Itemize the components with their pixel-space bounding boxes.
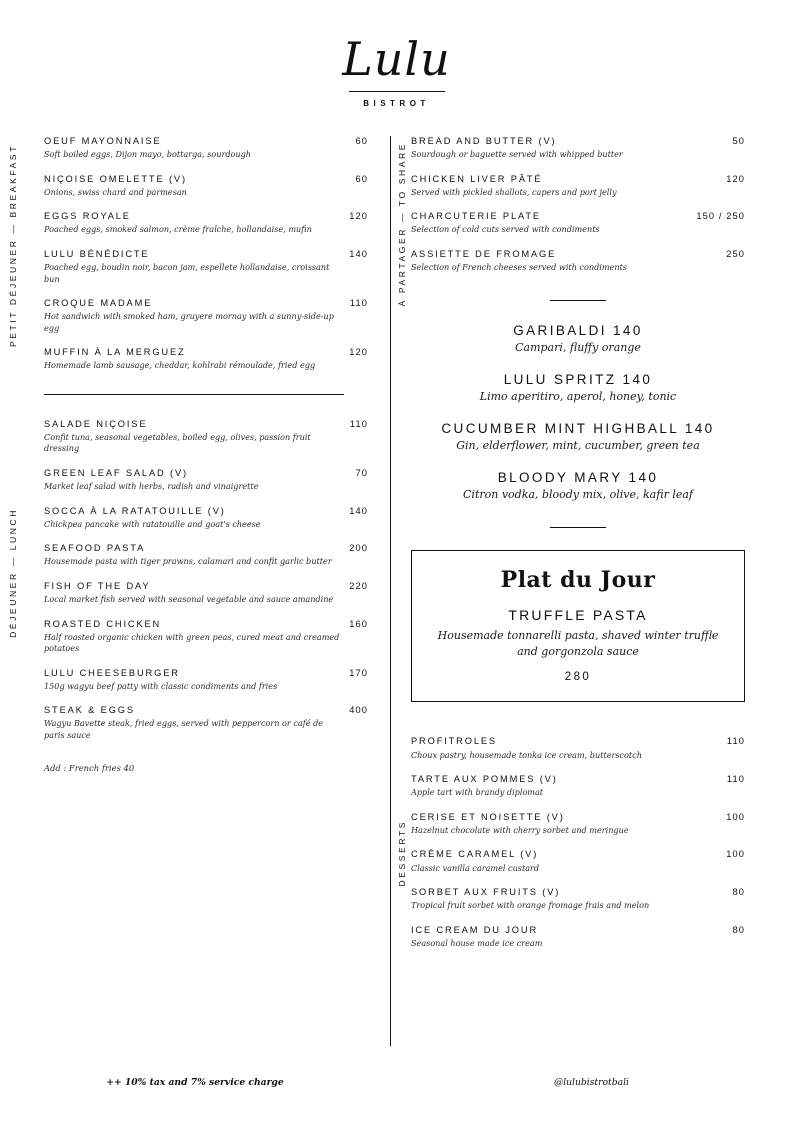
menu-item: [44, 136, 368, 161]
plat-du-jour-price: 280: [564, 671, 592, 684]
item-description: 150g wagyu beef patty with classic condiments and fries: [44, 680, 278, 691]
cocktail-name: BLOODY MARY 140: [497, 469, 659, 485]
item-description: Sourdough or baguette served with whipped butter: [411, 149, 623, 160]
menu-item: [411, 812, 745, 837]
item-name: BREAD AND BUTTER (V): [411, 136, 557, 146]
menu-item: [44, 298, 368, 334]
item-price: 170: [349, 667, 368, 678]
item-description: Wagyu Bavette steak, fried eggs, served with peppercorn or café de paris sauce: [44, 718, 324, 740]
item-description: Onions, swiss chard and parmesan: [44, 186, 187, 197]
item-name: SALADE NIÇOISE: [44, 418, 148, 429]
item-name: CERISE ET NOISETTE (V): [411, 811, 565, 822]
item-price: 100: [726, 811, 745, 822]
section-share: [411, 136, 745, 274]
menu-item: [411, 925, 745, 950]
menu-item: [44, 249, 368, 285]
section-divider: [44, 394, 344, 395]
item-name: SEAFOOD PASTA: [44, 543, 146, 554]
item-price: 80: [732, 924, 745, 935]
plat-du-jour-box: [411, 550, 745, 703]
item-price: 150 / 250: [696, 211, 745, 222]
section-label-desserts: DESSERTS: [397, 820, 407, 887]
item-price: 220: [349, 580, 368, 591]
section-cocktails: [411, 323, 745, 501]
menu-item: [44, 668, 368, 693]
cocktail-name: CUCUMBER MINT HIGHBALL 140: [441, 420, 715, 436]
item-description: Half roasted organic chicken with green peas, cured meat and creamed potatoes: [44, 631, 340, 654]
item-description: Chickpea pancake with ratatouille and goat's cheese: [44, 518, 261, 529]
item-description: Hazelnut chocolate with cherry sorbet and meringue: [411, 824, 629, 835]
item-price: 110: [726, 774, 745, 785]
menu-item: [44, 543, 368, 568]
item-name: ASSIETTE DE FROMAGE: [411, 248, 557, 259]
item-description: Hot sandwich with smoked ham, gruyere mornay with a sunny-side-up egg: [44, 311, 334, 333]
item-price: 120: [349, 211, 368, 222]
brand-divider: [349, 91, 445, 92]
item-name: CHARCUTERIE PLATE: [411, 211, 541, 222]
item-price: 50: [732, 136, 745, 146]
menu-item: [44, 347, 368, 372]
plat-du-jour-name: TRUFFLE PASTA: [508, 606, 648, 623]
item-price: 120: [349, 347, 368, 358]
item-description: Local market fish served with seasonal vegetable and sauce amandine: [44, 594, 334, 605]
cocktail-item: [411, 372, 745, 403]
item-price: 110: [349, 298, 368, 309]
item-name: LULU CHEESEBURGER: [44, 667, 180, 678]
item-name: LULU BÉNÉDICTE: [44, 248, 150, 259]
item-name: CROQUE MADAME: [44, 298, 153, 309]
item-name: SOCCA À LA RATATOUILLE (V): [44, 505, 226, 516]
right-column: [390, 136, 793, 1046]
item-name: MUFFIN À LA MERGUEZ: [44, 347, 186, 358]
item-name: GREEN LEAF SALAD (V): [44, 467, 188, 478]
brand-name: Lulu: [342, 32, 451, 86]
item-name: ROASTED CHICKEN: [44, 618, 162, 629]
item-price: 400: [349, 705, 368, 716]
menu-item: [411, 174, 745, 199]
cocktail-name: LULU SPRITZ 140: [503, 371, 653, 387]
item-description: Apple tart with brandy diplomat: [411, 787, 544, 798]
brand-subtitle: BISTROT: [363, 99, 430, 108]
item-price: 100: [726, 849, 745, 860]
item-price: 140: [349, 505, 368, 516]
menu-item: [411, 249, 745, 274]
item-name: PROFITROLES: [411, 736, 497, 747]
item-description: Confit tuna, seasonal vegetables, boiled egg, olives, passion fruit dressing: [44, 431, 311, 454]
cocktail-description: Limo aperitiro, aperol, honey, tonic: [479, 389, 677, 403]
item-description: Soft boiled eggs, Dijon mayo, bottarga, sourdough: [44, 149, 251, 160]
footer-social-handle: @lulubistrotbali: [554, 1077, 629, 1088]
menu-item: [411, 887, 745, 912]
cocktail-item: [411, 421, 745, 452]
cocktail-description: Citron vodka, bloody mix, olive, kafir leaf: [463, 487, 693, 501]
item-name: FISH OF THE DAY: [44, 580, 151, 591]
item-description: Classic vanilla caramel custard: [411, 862, 540, 873]
item-description: Seasonal house made ice cream: [411, 937, 543, 948]
item-description: Market leaf salad with herbs, radish and vinaigrette: [44, 481, 259, 492]
lunch-add-note: Add : French fries 40: [44, 763, 135, 774]
menu-columns: [0, 136, 793, 1046]
item-price: 110: [726, 736, 745, 747]
menu-item: [411, 774, 745, 799]
item-price: 80: [732, 887, 745, 897]
item-price: 110: [349, 418, 368, 429]
menu-item: [44, 211, 368, 236]
brand-header: [0, 0, 793, 108]
section-label-lunch: DÉJEUNER — LUNCH: [8, 508, 18, 638]
cocktail-description: Gin, elderflower, mint, cucumber, green tea: [456, 438, 700, 452]
page-footer: [0, 1077, 793, 1088]
item-name: NIÇOISE OMELETTE (V): [44, 173, 187, 184]
menu-item: [44, 581, 368, 606]
cocktail-description: Campari, fluffy orange: [515, 340, 641, 354]
cocktail-item: [411, 470, 745, 501]
section-desserts: [411, 736, 745, 949]
plat-du-jour-description: Housemade tonnarelli pasta, shaved winter truffle and gorgonzola sauce: [437, 628, 719, 658]
left-column: [0, 136, 390, 1046]
menu-item: [411, 211, 745, 236]
item-description: Selection of French cheeses served with condiments: [411, 262, 627, 273]
item-name: CHICKEN LIVER PÂTÉ: [411, 173, 543, 184]
item-name: OEUF MAYONNAISE: [44, 136, 162, 146]
item-name: ICE CREAM DU JOUR: [411, 924, 539, 935]
section-label-share: À PARTAGER — TO SHARE: [397, 142, 407, 307]
item-description: Choux pastry, housemade tonka ice cream, butterscotch: [411, 749, 642, 760]
item-price: 120: [726, 173, 745, 184]
item-price: 60: [355, 136, 368, 146]
menu-item: [44, 506, 368, 531]
item-name: SORBET AUX FRUITS (V): [411, 887, 561, 897]
item-price: 140: [349, 248, 368, 259]
section-lunch: [44, 419, 368, 774]
menu-item: [44, 705, 368, 741]
item-price: 160: [349, 618, 368, 629]
menu-item: [411, 849, 745, 874]
menu-item: [411, 736, 745, 761]
cocktails-divider-top: [550, 300, 606, 301]
item-name: STEAK & EGGS: [44, 705, 135, 716]
cocktails-divider-bottom: [550, 527, 606, 528]
item-description: Tropical fruit sorbet with orange fromage frais and melon: [411, 900, 650, 911]
menu-item: [44, 468, 368, 493]
item-description: Served with pickled shallots, capers and port jelly: [411, 186, 617, 197]
item-description: Homemade lamb sausage, cheddar, kohlrabi rémoulade, fried egg: [44, 360, 316, 371]
item-name: EGGS ROYALE: [44, 211, 131, 222]
item-description: Poached egg, boudin noir, bacon jam, espellete hollandaise, croissant bun: [44, 262, 330, 284]
item-name: TARTE AUX POMMES (V): [411, 774, 558, 785]
item-description: Selection of cold cuts served with condiments: [411, 224, 600, 235]
item-description: Housemade pasta with tiger prawns, calamari and confit garlic butter: [44, 556, 332, 567]
section-breakfast: [44, 136, 368, 372]
plat-du-jour-title: Plat du Jour: [500, 566, 656, 593]
item-price: 60: [355, 173, 368, 184]
menu-item: [411, 136, 745, 161]
menu-item: [44, 619, 368, 655]
item-price: 250: [726, 248, 745, 259]
section-label-breakfast: PETIT DÉJEUNER — BREAKFAST: [8, 144, 18, 347]
cocktail-item: [411, 323, 745, 354]
item-price: 200: [349, 543, 368, 554]
item-description: Poached eggs, smoked salmon, crème fraîche, hollandaise, mufin: [44, 224, 312, 235]
menu-item: [44, 419, 368, 455]
item-price: 70: [355, 467, 368, 478]
item-name: CRÈME CARAMEL (V): [411, 849, 539, 860]
menu-item: [44, 174, 368, 199]
footer-tax-note: ++ 10% tax and 7% service charge: [106, 1077, 284, 1088]
cocktail-name: GARIBALDI 140: [513, 322, 643, 338]
